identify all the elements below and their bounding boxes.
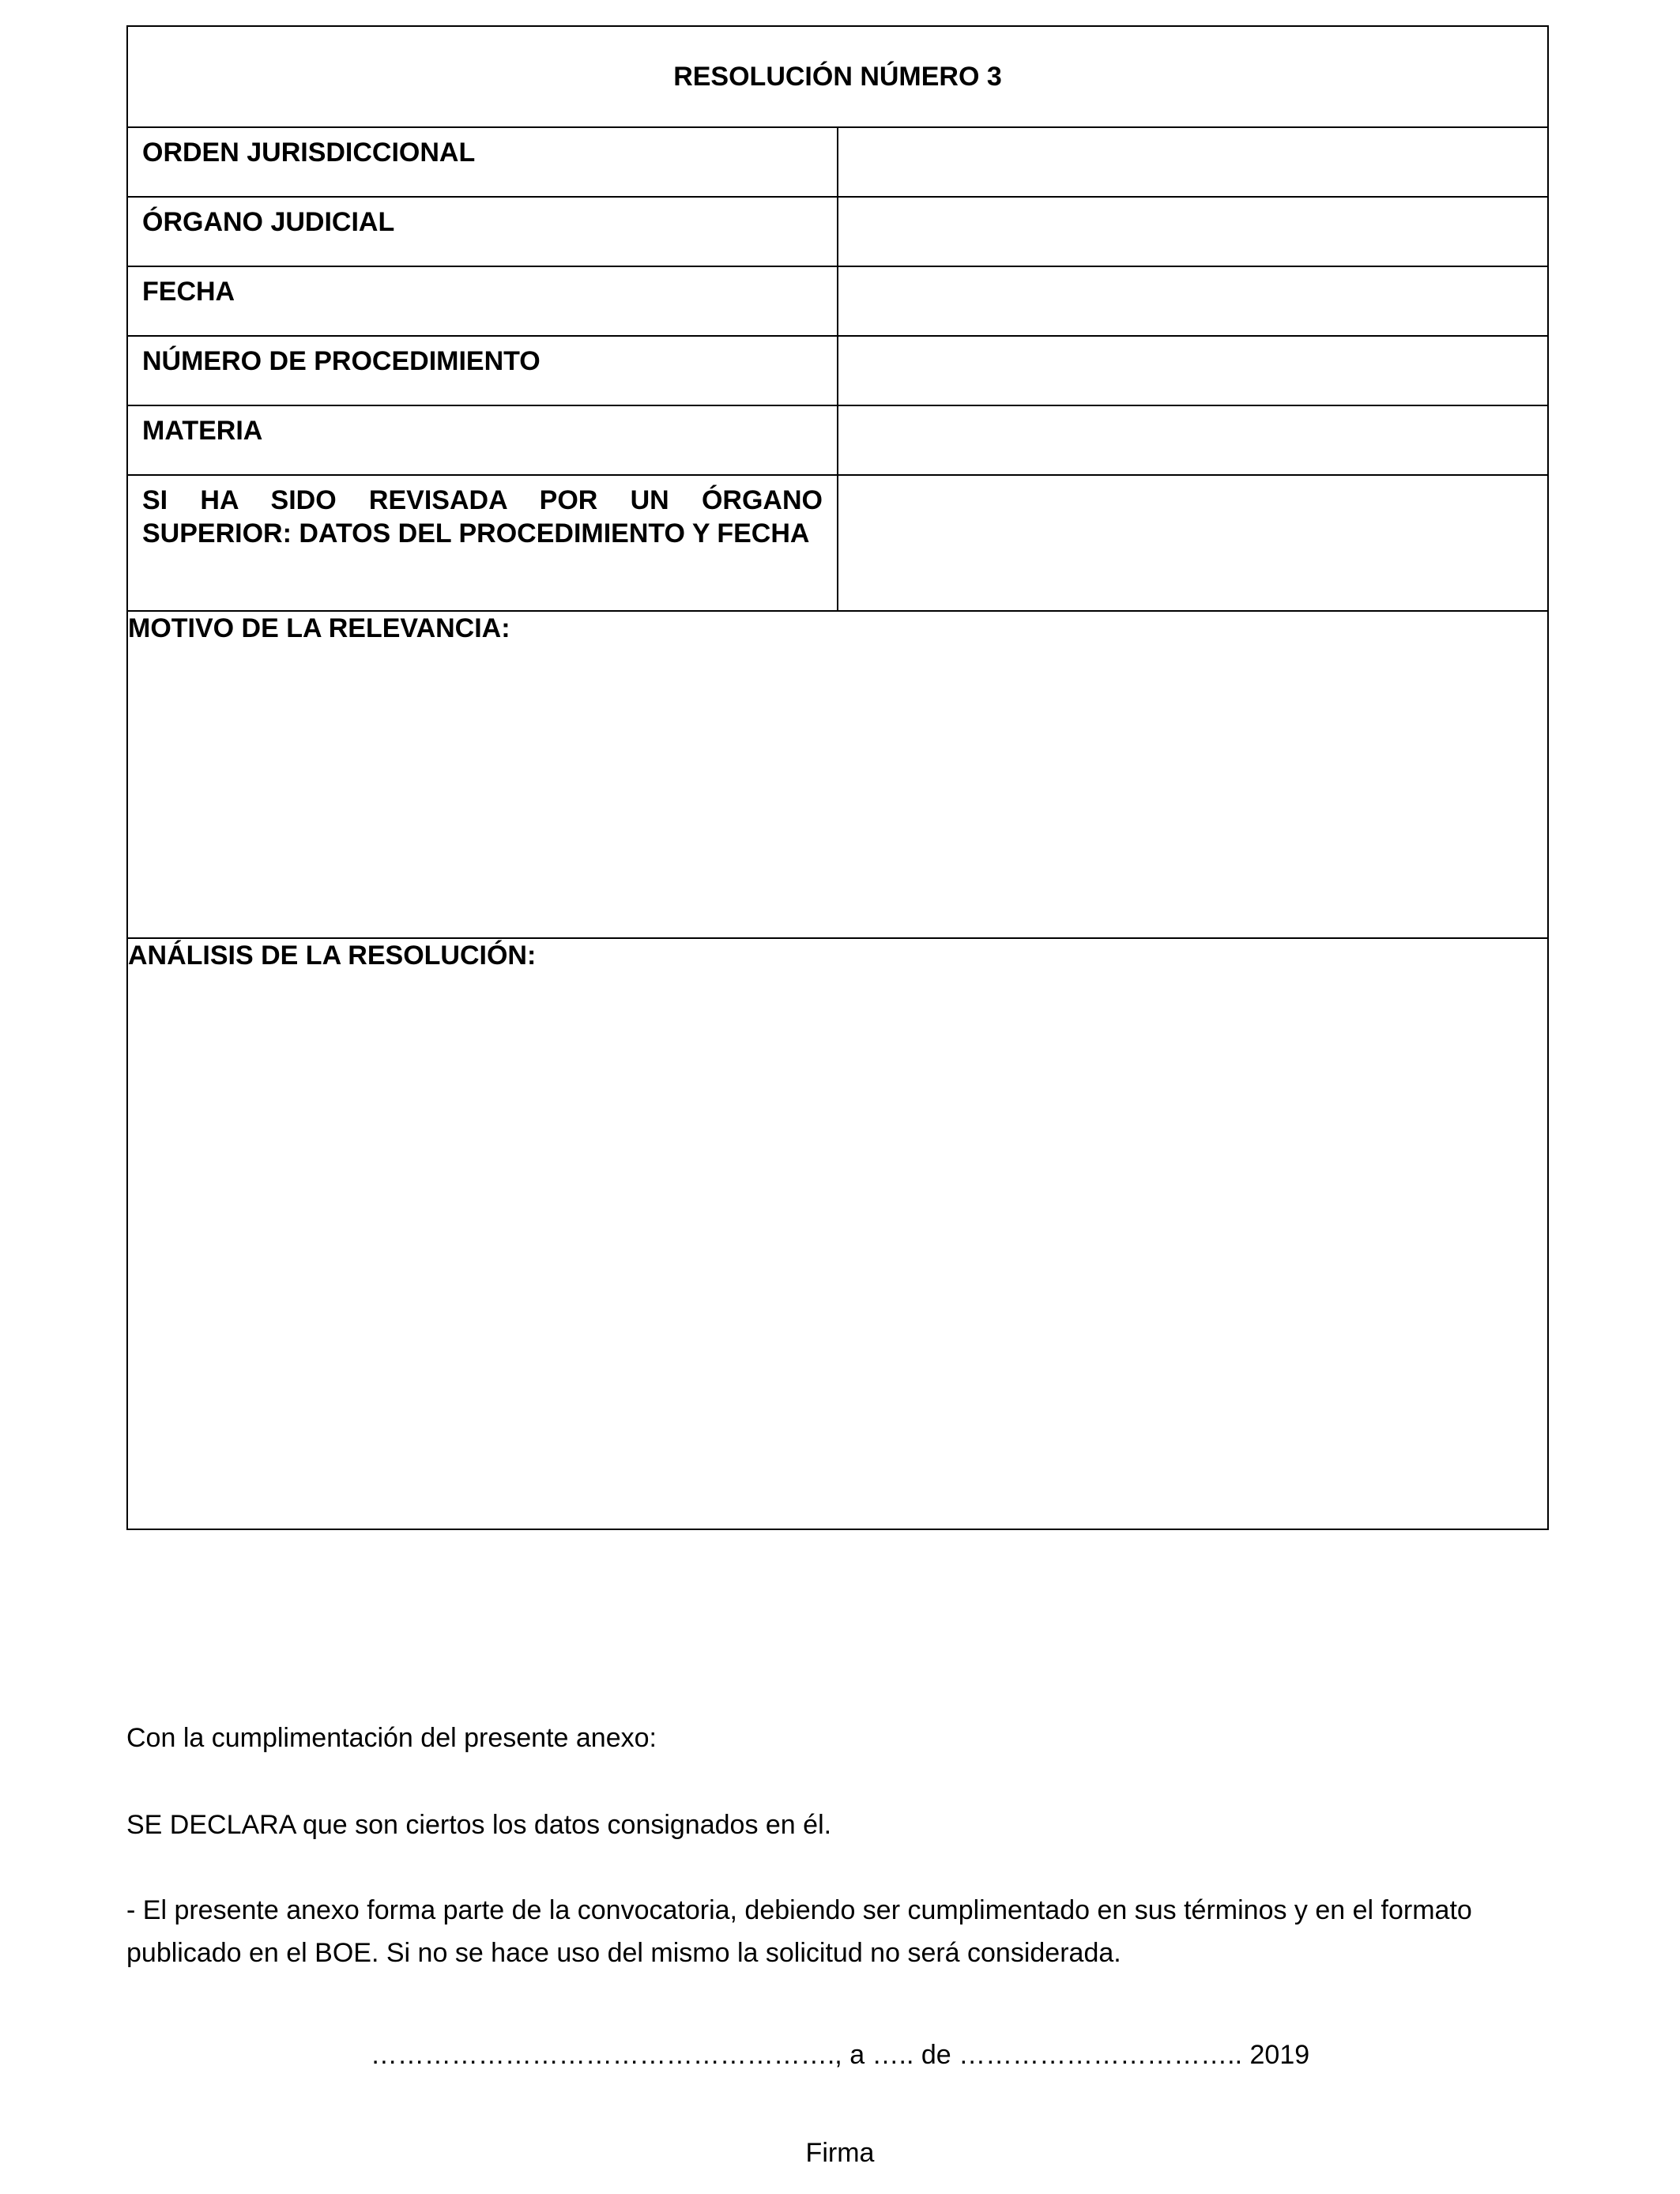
form-row-materia (127, 405, 1548, 475)
declaration-intro: Con la cumplimentación del presente anexo: (126, 1723, 657, 1753)
form-row-motivo (127, 611, 1548, 938)
label-fecha: FECHA (127, 266, 838, 336)
declaration-statement: SE DECLARA que son ciertos los datos consignados en él. (126, 1810, 832, 1840)
field-organo-judicial[interactable] (838, 197, 1548, 266)
field-numero-procedimiento[interactable] (838, 336, 1548, 405)
form-row-numero (127, 336, 1548, 405)
analisis-resolucion-field[interactable] (127, 938, 1548, 1529)
label-organo-judicial: ÓRGANO JUDICIAL (127, 197, 838, 266)
field-orden-jurisdiccional[interactable] (838, 127, 1548, 197)
form-title: RESOLUCIÓN NÚMERO 3 (127, 26, 1548, 127)
field-fecha[interactable] (838, 266, 1548, 336)
form-row-orden (127, 127, 1548, 197)
resolution-form-table (126, 25, 1549, 1530)
label-numero-procedimiento: NÚMERO DE PROCEDIMIENTO (127, 336, 838, 405)
label-materia: MATERIA (127, 405, 838, 475)
label-revisada-organo-superior: SI HA SIDO REVISADA POR UN ÓRGANO SUPERIOR: DATOS DEL PROCEDIMIENTO Y FECHA (127, 475, 838, 611)
label-motivo-relevancia: MOTIVO DE LA RELEVANCIA: (128, 613, 510, 643)
form-row-analisis (127, 938, 1548, 1529)
declaration-note: - El presente anexo forma parte de la convocatoria, debiendo ser cumplimentado en sus términos y en el formato publicado en el BOE. Si no se hace uso del mismo la solicitud no será considerada. (126, 1895, 1472, 1968)
field-revisada-organo-superior[interactable] (838, 475, 1548, 611)
field-materia[interactable] (838, 405, 1548, 475)
signature-label: Firma (805, 2138, 875, 2168)
form-row-organo (127, 197, 1548, 266)
place-date-line: ……………………………………………., a ….. de ………………………….. 2019 (370, 2040, 1310, 2070)
label-orden-jurisdiccional: ORDEN JURISDICCIONAL (127, 127, 838, 197)
motivo-relevancia-field[interactable] (127, 611, 1548, 938)
form-row-fecha (127, 266, 1548, 336)
label-analisis-resolucion: ANÁLISIS DE LA RESOLUCIÓN: (128, 941, 537, 971)
form-row-revisada (127, 475, 1548, 611)
